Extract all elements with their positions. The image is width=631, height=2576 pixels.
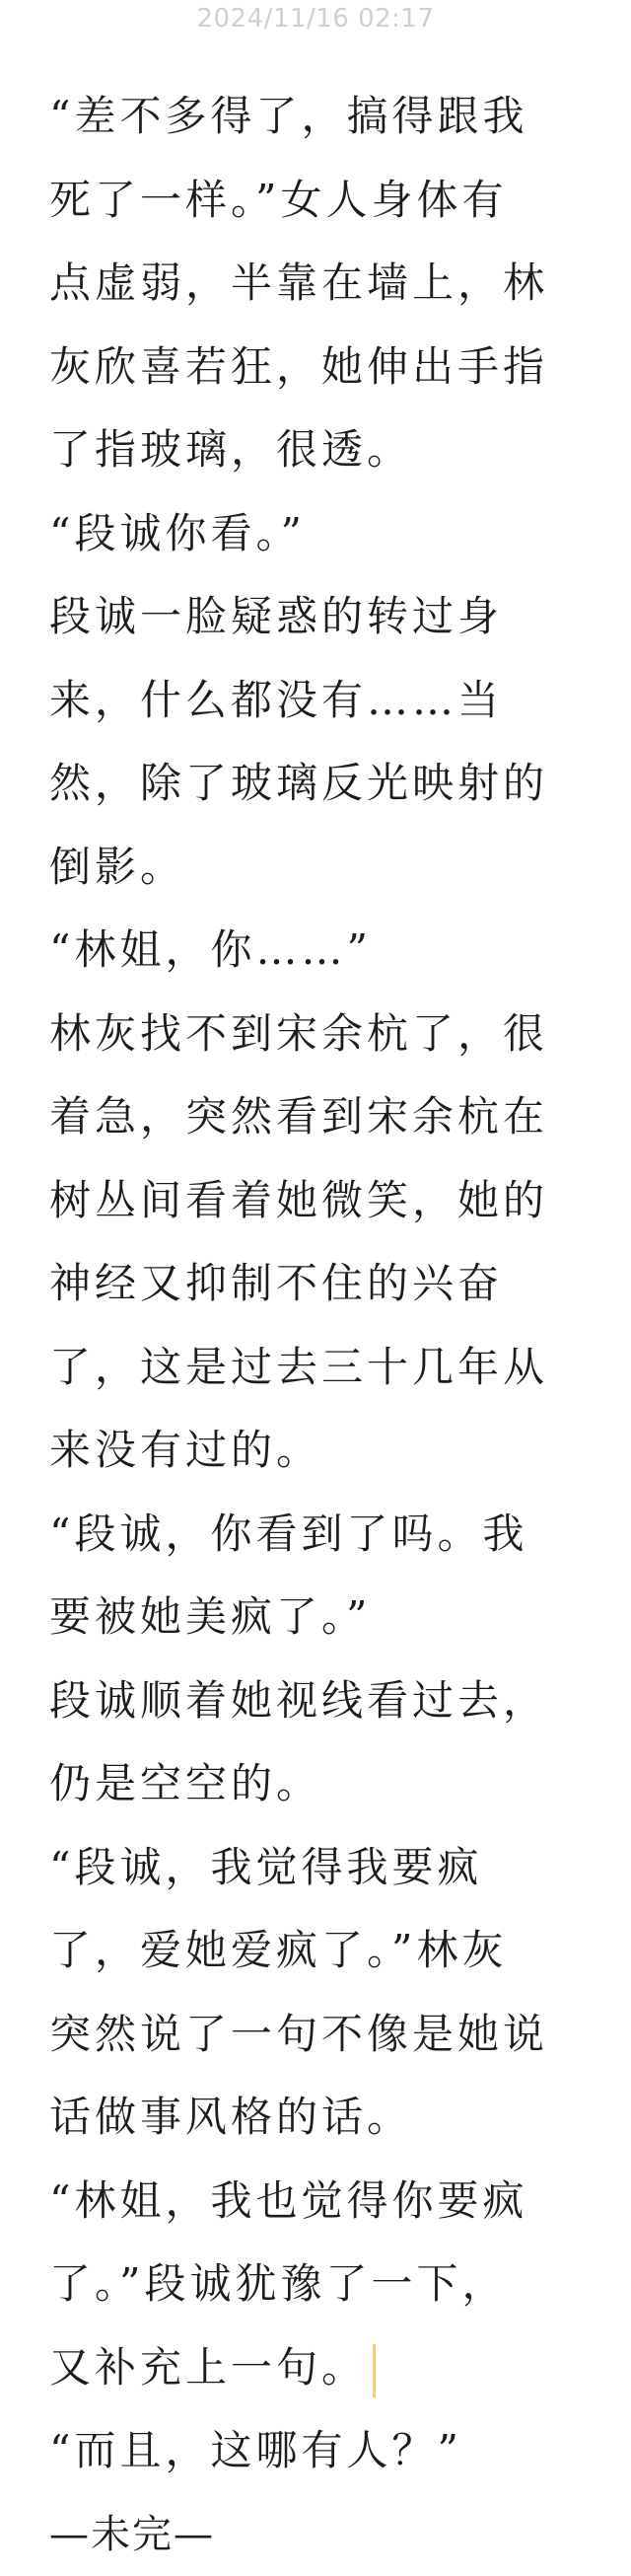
text-line: 段诚一脸疑惑的转过身 <box>49 575 582 659</box>
text-line: 了，爱她爱疯了。”林灰 <box>49 1909 582 1993</box>
story-ending: —未完— <box>49 2493 582 2576</box>
text-line: 了，这是过去三十几年从 <box>49 1326 582 1410</box>
text-line: 倒影。 <box>49 826 582 910</box>
text-line: 了。”段诚犹豫了一下， <box>49 2243 582 2326</box>
story-text <box>49 75 582 2576</box>
text-line: “段诚你看。” <box>49 492 582 576</box>
text-line: 段诚顺着她视线看过去， <box>49 1659 582 1743</box>
text-line: “而且，这哪有人？” <box>49 2409 582 2493</box>
text-line: 来，什么都没有……当 <box>49 659 582 743</box>
text-line: “段诚，我觉得我要疯 <box>49 1826 582 1910</box>
timestamp: 2024/11/16 02:17 <box>0 4 631 34</box>
text-line: 了指玻璃，很透。 <box>49 408 582 492</box>
text-line: 死了一样。”女人身体有 <box>49 159 582 243</box>
text-cursor <box>373 2344 376 2397</box>
text-line: 灰欣喜若狂，她伸出手指 <box>49 326 582 409</box>
text-line: 然，除了玻璃反光映射的 <box>49 742 582 826</box>
text-line: 点虚弱，半靠在墙上，林 <box>49 242 582 326</box>
text-line: 话做事风格的话。 <box>49 2076 582 2160</box>
text-line: “段诚，你看到了吗。我 <box>49 1493 582 1577</box>
text-line: 着急，突然看到宋余杭在 <box>49 1075 582 1159</box>
text-line: 来没有过的。 <box>49 1409 582 1493</box>
text-line: 又补充上一句。 <box>49 2343 367 2392</box>
text-line: “差不多得了，搞得跟我 <box>49 75 582 159</box>
text-line: “林姐，我也觉得你要疯 <box>49 2160 582 2244</box>
text-line: 要被她美疯了。” <box>49 1576 582 1659</box>
text-line: “林姐，你……” <box>49 909 582 993</box>
text-line-with-cursor <box>49 2326 582 2410</box>
text-line: 神经又抑制不住的兴奋 <box>49 1242 582 1326</box>
text-line: 林灰找不到宋余杭了，很 <box>49 993 582 1076</box>
text-line: 仍是空空的。 <box>49 1742 582 1826</box>
text-line: 突然说了一句不像是她说 <box>49 1993 582 2077</box>
text-line: 树丛间看着她微笑，她的 <box>49 1159 582 1243</box>
